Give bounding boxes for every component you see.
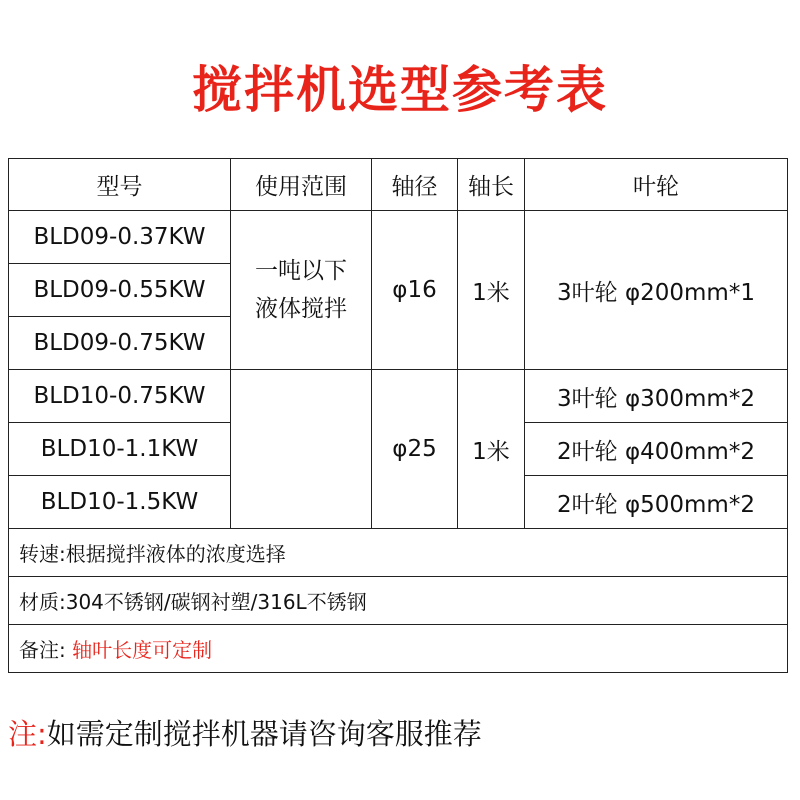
impeller-cell: 3叶轮 φ300mm*2 <box>525 370 788 423</box>
speed-note: 转速:根据搅拌液体的浓度选择 <box>9 529 788 577</box>
table-header-row <box>9 159 788 211</box>
model-cell: BLD10-0.75KW <box>9 370 231 423</box>
range-cell <box>231 211 372 370</box>
shaft-length-cell: 1米 <box>458 211 525 370</box>
shaft-length-cell: 1米 <box>458 370 525 529</box>
remark-label: 备注: <box>19 638 66 662</box>
impeller-cell: 3叶轮 φ200mm*1 <box>525 211 788 370</box>
remark-value: 轴叶长度可定制 <box>72 638 213 662</box>
header-shaft-diameter: 轴径 <box>372 159 458 211</box>
range-cell <box>231 370 372 529</box>
footer-note <box>8 712 482 753</box>
header-range: 使用范围 <box>231 159 372 211</box>
note-row-material <box>9 577 788 625</box>
material-note: 材质:304不锈钢/碳钢衬塑/316L不锈钢 <box>9 577 788 625</box>
spec-table <box>8 158 788 673</box>
model-cell: BLD10-1.5KW <box>9 476 231 529</box>
remark-note <box>9 625 788 673</box>
footer-text: 如需定制搅拌机器请咨询客服推荐 <box>46 717 482 751</box>
impeller-cell: 2叶轮 φ500mm*2 <box>525 476 788 529</box>
model-cell: BLD10-1.1KW <box>9 423 231 476</box>
page-title: 搅拌机选型参考表 <box>192 61 608 119</box>
impeller-cell: 2叶轮 φ400mm*2 <box>525 423 788 476</box>
model-cell: BLD09-0.37KW <box>9 211 231 264</box>
header-impeller: 叶轮 <box>525 159 788 211</box>
range-line: 液体搅拌 <box>255 296 347 322</box>
range-line: 一吨以下 <box>255 258 347 284</box>
table-row <box>9 370 788 423</box>
shaft-diameter-cell: φ16 <box>372 211 458 370</box>
model-cell: BLD09-0.55KW <box>9 264 231 317</box>
footer-label: 注: <box>8 717 47 751</box>
note-row-remark <box>9 625 788 673</box>
note-row-speed <box>9 529 788 577</box>
table-row <box>9 211 788 264</box>
header-shaft-length: 轴长 <box>458 159 525 211</box>
model-cell: BLD09-0.75KW <box>9 317 231 370</box>
header-model: 型号 <box>9 159 231 211</box>
shaft-diameter-cell: φ25 <box>372 370 458 529</box>
